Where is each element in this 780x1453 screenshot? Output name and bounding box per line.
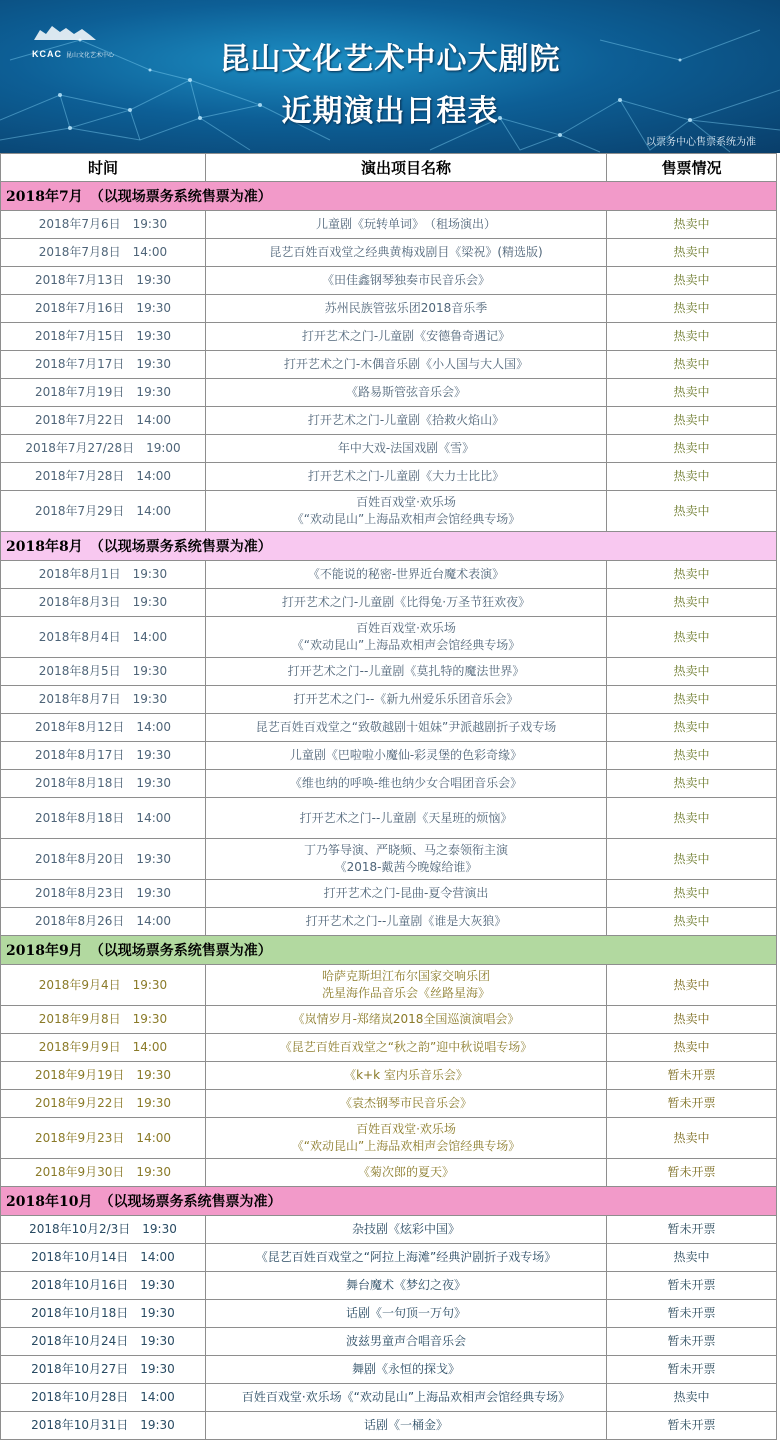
event-title	[206, 1090, 607, 1118]
event-title	[206, 1034, 607, 1062]
event-time: 2018年9月19日 19:30	[1, 1062, 206, 1090]
event-title-line: 《维也纳的呼唤-维也纳少女合唱团音乐会》	[289, 776, 523, 790]
event-title	[206, 965, 607, 1006]
event-title-line: 打开艺术之门-昆曲-夏令营演出	[323, 886, 489, 900]
event-title	[206, 323, 607, 351]
ticket-status: 暂未开票	[607, 1216, 777, 1244]
ticket-status: 暂未开票	[607, 1062, 777, 1090]
ticket-status: 热卖中	[607, 658, 777, 686]
table-row	[1, 211, 777, 239]
table-row	[1, 1216, 777, 1244]
event-title-line: 《昆艺百姓百戏堂之“秋之韵”迎中秋说唱专场》	[279, 1040, 533, 1054]
event-title-line: 《2018-戴茜今晚嫁给谁》	[334, 860, 478, 874]
header-time: 时间	[1, 154, 206, 182]
ticket-status: 暂未开票	[607, 1300, 777, 1328]
table-row	[1, 323, 777, 351]
event-time: 2018年9月9日 14:00	[1, 1034, 206, 1062]
event-time: 2018年8月4日 14:00	[1, 617, 206, 658]
event-title-line: 《“欢动昆山”上海品欢相声会馆经典专场》	[291, 638, 521, 652]
section-header-row	[1, 936, 777, 965]
event-time: 2018年7月8日 14:00	[1, 239, 206, 267]
table-row	[1, 742, 777, 770]
section-label: 2018年7月 （以现场票务系统售票为准）	[1, 182, 777, 211]
event-title-line: 昆艺百姓百戏堂之“致敬越剧十姐妹”尹派越剧折子戏专场	[255, 720, 557, 734]
event-title-line: 《田佳鑫钢琴独奏市民音乐会》	[321, 273, 490, 287]
section-label: 2018年9月 （以现场票务系统售票为准）	[1, 936, 777, 965]
table-row	[1, 561, 777, 589]
table-row	[1, 965, 777, 1006]
table-row	[1, 267, 777, 295]
table-row	[1, 351, 777, 379]
event-title	[206, 379, 607, 407]
table-row	[1, 379, 777, 407]
ticket-status: 热卖中	[607, 1118, 777, 1159]
ticket-status: 热卖中	[607, 491, 777, 532]
event-title	[206, 839, 607, 880]
event-title	[206, 658, 607, 686]
event-title	[206, 908, 607, 936]
event-time: 2018年8月12日 14:00	[1, 714, 206, 742]
ticket-status: 热卖中	[607, 561, 777, 589]
event-title-line: 《不能说的秘密-世界近台魔术表演》	[307, 567, 505, 581]
event-title-line: 打开艺术之门-儿童剧《比得兔·万圣节狂欢夜》	[281, 595, 531, 609]
event-title	[206, 407, 607, 435]
table-row	[1, 1159, 777, 1187]
event-title-line: 《“欢动昆山”上海品欢相声会馆经典专场》	[291, 512, 521, 526]
ticket-status: 热卖中	[607, 295, 777, 323]
event-time: 2018年8月26日 14:00	[1, 908, 206, 936]
header-banner	[0, 0, 780, 153]
table-header-row	[1, 154, 777, 182]
event-title	[206, 686, 607, 714]
event-title	[206, 1118, 607, 1159]
ticket-status: 热卖中	[607, 742, 777, 770]
event-time: 2018年7月29日 14:00	[1, 491, 206, 532]
event-title	[206, 435, 607, 463]
table-row	[1, 1118, 777, 1159]
table-row	[1, 295, 777, 323]
page-title: 昆山文化艺术中心大剧院	[219, 42, 561, 77]
event-title	[206, 714, 607, 742]
table-row	[1, 617, 777, 658]
table-row	[1, 839, 777, 880]
event-time: 2018年7月22日 14:00	[1, 407, 206, 435]
ticket-status: 热卖中	[607, 798, 777, 839]
event-title-line: 《菊次郎的夏天》	[357, 1165, 454, 1179]
ticket-status: 暂未开票	[607, 1090, 777, 1118]
table-row	[1, 686, 777, 714]
event-time: 2018年8月20日 19:30	[1, 839, 206, 880]
section-header-row	[1, 182, 777, 211]
event-title	[206, 1356, 607, 1384]
ticket-status: 热卖中	[607, 211, 777, 239]
event-title-line: 《岚情岁月-郑绪岚2018全国巡演演唱会》	[292, 1012, 520, 1026]
ticket-status: 热卖中	[607, 880, 777, 908]
ticket-status: 暂未开票	[607, 1272, 777, 1300]
event-time: 2018年10月2/3日 19:30	[1, 1216, 206, 1244]
event-title-line: 《k+k 室内乐音乐会》	[344, 1068, 468, 1082]
table-row	[1, 1412, 777, 1440]
ticket-status: 热卖中	[607, 323, 777, 351]
event-title	[206, 1412, 607, 1440]
page-subtitle: 近期演出日程表	[281, 94, 499, 129]
ticket-status: 热卖中	[607, 239, 777, 267]
table-row	[1, 589, 777, 617]
ticket-status: 暂未开票	[607, 1412, 777, 1440]
event-time: 2018年7月19日 19:30	[1, 379, 206, 407]
event-title-line: 打开艺术之门--《新九州爱乐乐团音乐会》	[293, 692, 519, 706]
table-row	[1, 1328, 777, 1356]
ticket-status: 热卖中	[607, 839, 777, 880]
event-title-line: 波兹男童声合唱音乐会	[345, 1334, 466, 1348]
table-row	[1, 1384, 777, 1412]
header-status: 售票情况	[607, 154, 777, 182]
table-row	[1, 658, 777, 686]
event-title-line: 哈萨克斯坦江布尔国家交响乐团	[321, 969, 490, 983]
event-title	[206, 798, 607, 839]
event-title-line: 冼星海作品音乐会《丝路星海》	[321, 986, 490, 1000]
table-row	[1, 798, 777, 839]
event-title	[206, 295, 607, 323]
event-title-line: 百姓百戏堂·欢乐场	[356, 1122, 456, 1136]
table-row	[1, 714, 777, 742]
event-time: 2018年8月18日 19:30	[1, 770, 206, 798]
event-title-line: 年中大戏-法国戏剧《雪》	[337, 441, 475, 455]
event-title	[206, 1062, 607, 1090]
table-row	[1, 1300, 777, 1328]
ticket-status: 热卖中	[607, 267, 777, 295]
event-title-line: 话剧《一句顶一万句》	[345, 1306, 466, 1320]
event-time: 2018年8月5日 19:30	[1, 658, 206, 686]
event-title	[206, 1244, 607, 1272]
event-title	[206, 880, 607, 908]
event-time: 2018年7月17日 19:30	[1, 351, 206, 379]
event-time: 2018年9月22日 19:30	[1, 1090, 206, 1118]
event-title-line: 舞剧《永恒的探戈》	[351, 1362, 460, 1376]
section-label: 2018年8月 （以现场票务系统售票为准）	[1, 532, 777, 561]
table-row	[1, 435, 777, 463]
event-time: 2018年8月1日 19:30	[1, 561, 206, 589]
event-time: 2018年10月16日 19:30	[1, 1272, 206, 1300]
event-time: 2018年10月27日 19:30	[1, 1356, 206, 1384]
banner-note: 以票务中心售票系统为准	[646, 137, 756, 148]
event-title-line: 话剧《一桶金》	[363, 1418, 448, 1432]
event-title-line: 打开艺术之门-儿童剧《大力士比比》	[307, 469, 505, 483]
event-title-line: 《“欢动昆山”上海品欢相声会馆经典专场》	[291, 1139, 521, 1153]
event-time: 2018年8月7日 19:30	[1, 686, 206, 714]
event-time: 2018年9月4日 19:30	[1, 965, 206, 1006]
event-time: 2018年10月18日 19:30	[1, 1300, 206, 1328]
event-time: 2018年8月3日 19:30	[1, 589, 206, 617]
ticket-status: 暂未开票	[607, 1159, 777, 1187]
table-row	[1, 1090, 777, 1118]
event-title-line: 舞台魔术《梦幻之夜》	[345, 1278, 466, 1292]
table-row	[1, 1006, 777, 1034]
event-time: 2018年8月18日 14:00	[1, 798, 206, 839]
table-row	[1, 1034, 777, 1062]
event-title-line: 打开艺术之门-儿童剧《安德鲁奇遇记》	[301, 329, 511, 343]
section-header-row	[1, 1187, 777, 1216]
ticket-status: 热卖中	[607, 463, 777, 491]
event-time: 2018年9月23日 14:00	[1, 1118, 206, 1159]
table-row	[1, 770, 777, 798]
header-title: 演出项目名称	[206, 154, 607, 182]
event-title	[206, 211, 607, 239]
event-time: 2018年8月17日 19:30	[1, 742, 206, 770]
table-row	[1, 239, 777, 267]
event-title	[206, 351, 607, 379]
event-time: 2018年10月28日 14:00	[1, 1384, 206, 1412]
event-title-line: 打开艺术之门-儿童剧《拾救火焰山》	[307, 413, 505, 427]
event-time: 2018年9月8日 19:30	[1, 1006, 206, 1034]
event-title-line: 打开艺术之门--儿童剧《莫扎特的魔法世界》	[287, 664, 525, 678]
event-title	[206, 491, 607, 532]
event-title	[206, 742, 607, 770]
ticket-status: 热卖中	[607, 965, 777, 1006]
table-row	[1, 880, 777, 908]
table-row	[1, 1272, 777, 1300]
event-title-line: 昆艺百姓百戏堂之经典黄梅戏剧目《梁祝》(精选版)	[269, 245, 543, 259]
event-title	[206, 239, 607, 267]
event-time: 2018年9月30日 19:30	[1, 1159, 206, 1187]
event-title	[206, 770, 607, 798]
event-title-line: 《袁杰钢琴市民音乐会》	[339, 1096, 472, 1110]
event-title-line: 《昆艺百姓百戏堂之“阿拉上海滩”经典沪剧折子戏专场》	[255, 1250, 557, 1264]
table-row	[1, 407, 777, 435]
event-title-line: 苏州民族管弦乐团2018音乐季	[324, 301, 488, 315]
ticket-status: 热卖中	[607, 1034, 777, 1062]
event-title	[206, 1159, 607, 1187]
event-title-line: 百姓百戏堂·欢乐场	[356, 495, 456, 509]
event-time: 2018年10月14日 14:00	[1, 1244, 206, 1272]
logo-text: KCAC	[32, 49, 62, 59]
event-title-line: 《路易斯管弦音乐会》	[345, 385, 466, 399]
table-row	[1, 463, 777, 491]
ticket-status: 热卖中	[607, 908, 777, 936]
event-time: 2018年8月23日 19:30	[1, 880, 206, 908]
event-time: 2018年7月13日 19:30	[1, 267, 206, 295]
event-title-line: 打开艺术之门--儿童剧《谁是大灰狼》	[305, 914, 507, 928]
event-title-line: 百姓百戏堂·欢乐场《“欢动昆山”上海品欢相声会馆经典专场》	[241, 1390, 571, 1404]
table-row	[1, 1244, 777, 1272]
table-row	[1, 908, 777, 936]
event-title	[206, 1384, 607, 1412]
schedule-table	[0, 153, 777, 1440]
event-time: 2018年7月27/28日 19:00	[1, 435, 206, 463]
event-title-line: 打开艺术之门-木偶音乐剧《小人国与大人国》	[283, 357, 529, 371]
event-title-line: 杂技剧《炫彩中国》	[351, 1222, 460, 1236]
event-time: 2018年10月24日 19:30	[1, 1328, 206, 1356]
event-title-line: 百姓百戏堂·欢乐场	[356, 621, 456, 635]
ticket-status: 热卖中	[607, 407, 777, 435]
ticket-status: 热卖中	[607, 714, 777, 742]
event-title-line: 打开艺术之门--儿童剧《天星班的烦恼》	[299, 810, 513, 825]
event-title	[206, 1300, 607, 1328]
event-title-line: 儿童剧《玩转单词》 （租场演出）	[315, 217, 496, 231]
ticket-status: 热卖中	[607, 435, 777, 463]
ticket-status: 热卖中	[607, 589, 777, 617]
event-title	[206, 1216, 607, 1244]
event-title	[206, 1006, 607, 1034]
event-time: 2018年7月28日 14:00	[1, 463, 206, 491]
event-time: 2018年7月6日 19:30	[1, 211, 206, 239]
ticket-status: 暂未开票	[607, 1328, 777, 1356]
event-title	[206, 463, 607, 491]
ticket-status: 热卖中	[607, 351, 777, 379]
event-time: 2018年7月16日 19:30	[1, 295, 206, 323]
ticket-status: 热卖中	[607, 686, 777, 714]
event-title	[206, 267, 607, 295]
event-title	[206, 589, 607, 617]
ticket-status: 热卖中	[607, 617, 777, 658]
ticket-status: 热卖中	[607, 1244, 777, 1272]
event-time: 2018年7月15日 19:30	[1, 323, 206, 351]
ticket-status: 热卖中	[607, 770, 777, 798]
table-row	[1, 491, 777, 532]
event-title	[206, 1272, 607, 1300]
event-title	[206, 1328, 607, 1356]
section-header-row	[1, 532, 777, 561]
ticket-status: 热卖中	[607, 1384, 777, 1412]
ticket-status: 热卖中	[607, 379, 777, 407]
event-title-line: 丁乃筝导演、严晓频、马之泰领衔主演	[303, 843, 508, 857]
event-title	[206, 561, 607, 589]
ticket-status: 暂未开票	[607, 1356, 777, 1384]
ticket-status: 热卖中	[607, 1006, 777, 1034]
event-title	[206, 617, 607, 658]
table-row	[1, 1062, 777, 1090]
table-row	[1, 1356, 777, 1384]
section-label: 2018年10月 （以现场票务系统售票为准）	[1, 1187, 777, 1216]
event-title-line: 儿童剧《巴啦啦小魔仙-彩灵堡的色彩奇缘》	[289, 748, 523, 762]
event-time: 2018年10月31日 19:30	[1, 1412, 206, 1440]
logo-subtext: 昆山文化艺术中心	[66, 52, 115, 59]
